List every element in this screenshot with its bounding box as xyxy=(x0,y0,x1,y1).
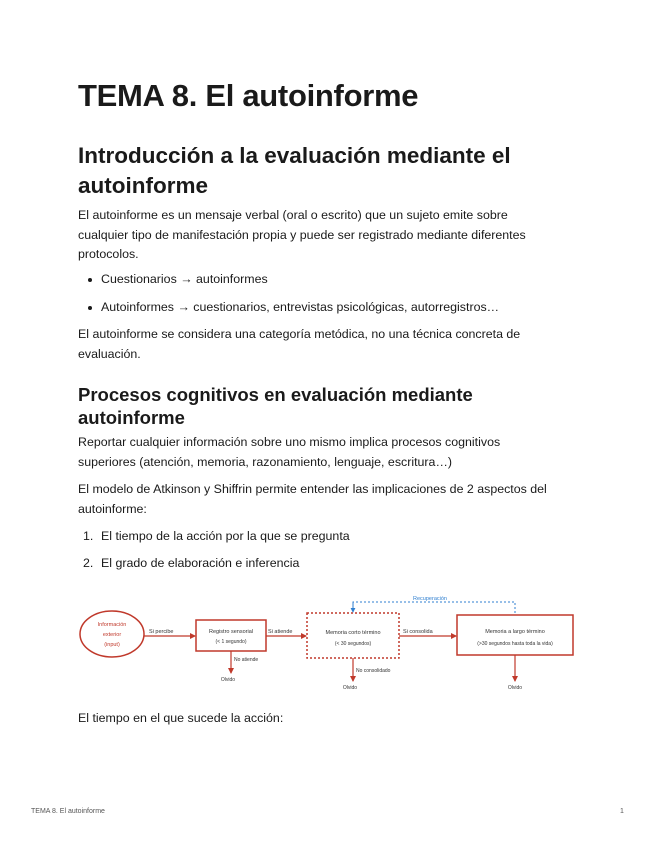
long-term-memory-box xyxy=(457,615,573,655)
input-label: (input) xyxy=(104,642,120,648)
arrow-label: No consolidado xyxy=(356,668,391,674)
forget-label: Olvido xyxy=(507,685,523,691)
input-label: Información xyxy=(97,622,127,628)
paragraph: El tiempo en el que sucede la acción: xyxy=(78,711,284,725)
paragraph: El modelo de Atkinson y Shiffrin permite entender las implicaciones de 2 aspectos del autoinforme: xyxy=(78,482,547,516)
box-title: Memoria a largo término xyxy=(485,629,545,635)
box-subtitle: (>30 segundos hasta toda la vida) xyxy=(477,641,553,647)
box-subtitle: (< 1 segundo) xyxy=(215,639,247,645)
paragraph: El autoinforme es un mensaje verbal (oral o escrito) que un sujeto emite sobre cualquier tipo de manifestación propia y puede ser registrado mediante diferentes protocolos. xyxy=(78,208,526,261)
paragraph: El autoinforme se considera una categoría metódica, no una técnica concreta de evaluación. xyxy=(78,327,521,361)
box-subtitle: (< 30 segundos) xyxy=(334,641,372,647)
recovery-label: Recuperación xyxy=(413,596,447,602)
arrow-label: No atiende xyxy=(234,657,259,663)
item-number: 1. xyxy=(83,529,94,543)
sensory-register-box xyxy=(196,620,266,651)
forget-label: Olvido xyxy=(342,685,358,691)
paragraph: Reportar cualquier información sobre uno mismo implica procesos cognitivos superiores (atención, memoria, razonamiento, lenguaje, escritura…) xyxy=(78,435,501,469)
bullet-icon xyxy=(88,306,92,310)
memory-model-diagram xyxy=(78,593,578,698)
arrow-label: Si atiende xyxy=(268,629,293,635)
arrow-label: Si consolida xyxy=(403,629,433,635)
section-heading-procesos: Procesos cognitivos en evaluación mediante autoinforme xyxy=(78,384,473,428)
arrow-label: Si percibe xyxy=(149,629,174,635)
page-title: TEMA 8. El autoinforme xyxy=(78,78,419,113)
box-title: Registro sensorial xyxy=(208,629,254,635)
box-title: Memoria corto término xyxy=(325,630,381,636)
bullet-icon xyxy=(88,278,92,282)
page-number: 1 xyxy=(620,808,624,815)
forget-label: Olvido xyxy=(220,677,236,683)
recovery-path xyxy=(353,602,515,613)
input-label: exterior xyxy=(102,632,122,638)
footer-title: TEMA 8. El autoinforme xyxy=(31,808,105,815)
item-number: 2. xyxy=(83,556,94,570)
section-heading-introduccion: Introducción a la evaluación mediante el autoinforme xyxy=(78,143,511,198)
